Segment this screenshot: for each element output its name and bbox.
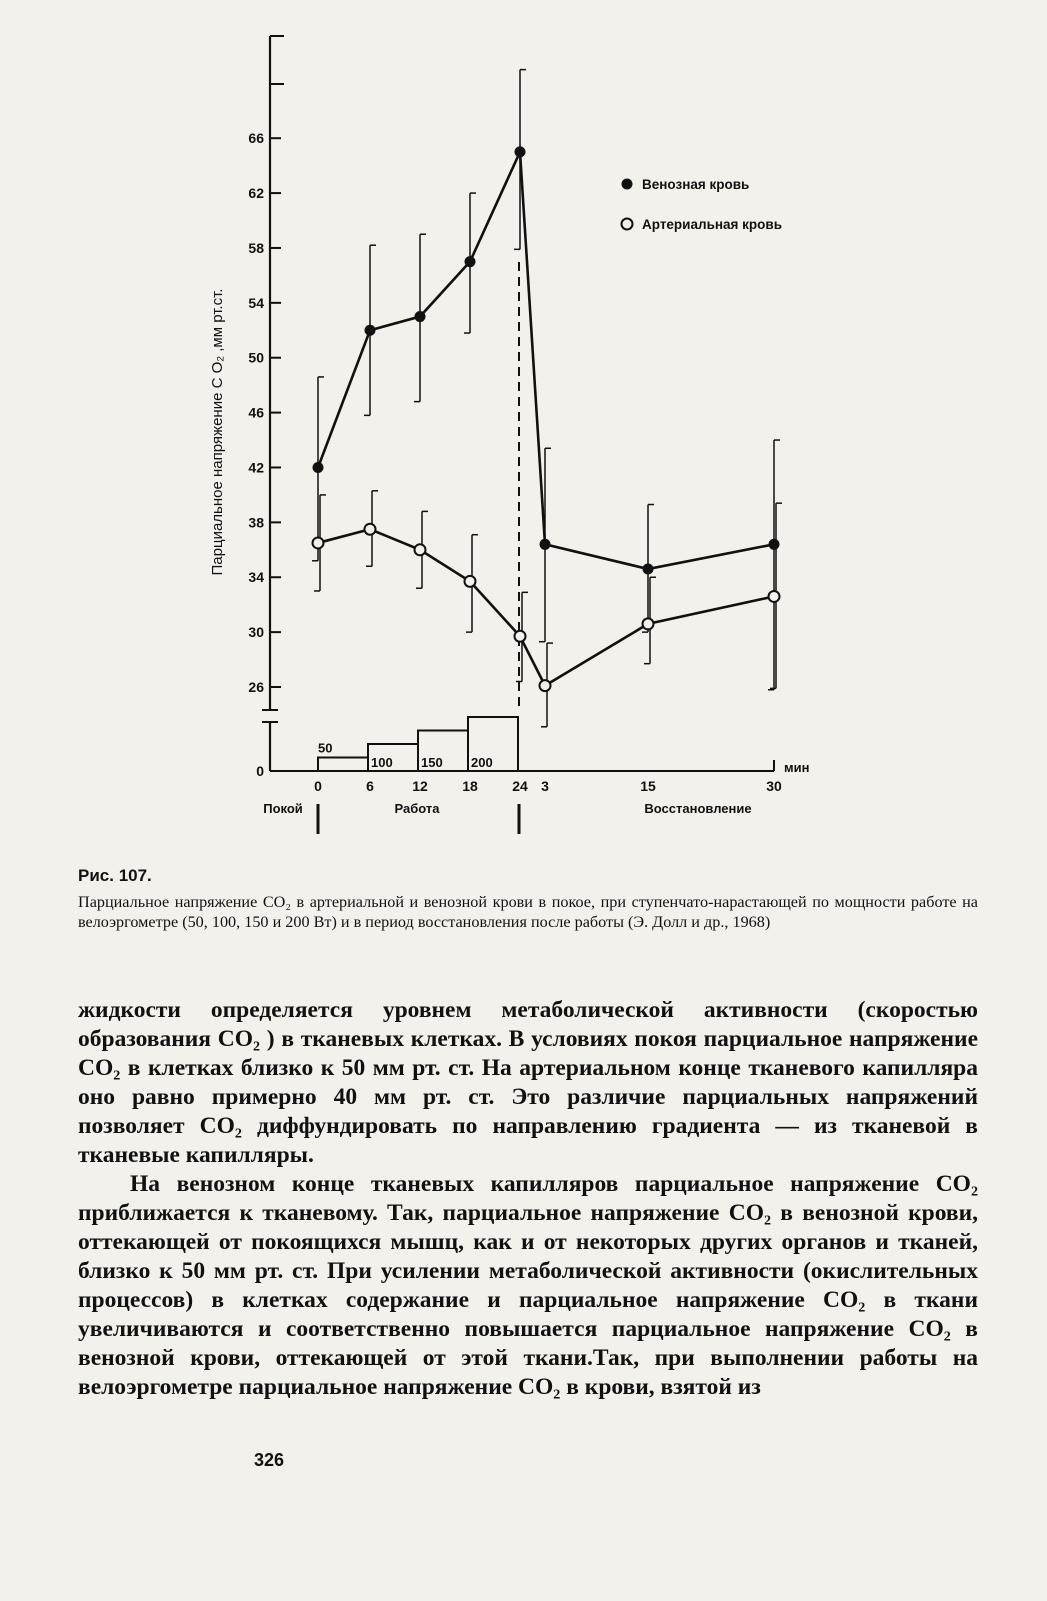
- phase-label: Восстановление: [644, 801, 752, 816]
- point-venous: [769, 539, 780, 550]
- series-line: [318, 152, 774, 569]
- legend-label: Артериальная кровь: [642, 217, 783, 232]
- x-tick-label: 15: [640, 778, 656, 794]
- error-bars: [312, 70, 782, 727]
- load-step-label: 100: [371, 755, 393, 770]
- point-venous: [540, 539, 551, 550]
- paragraph-1: жидкости определяется уровнем метаболической активности (скоростью образования CO₂ ) в тканевых клетках. В условиях покоя парциальное напряжение CO₂ в клетках близко к 50 мм рт. ст. На артериальном конце тканевого капилляра оно равно примерно 40 мм рт. ст. Это различие парциальных напряжений позволяет CO₂ диффундировать по направлению градиента — из тканевой в тканевые капилляры.: [78, 997, 978, 1168]
- point-venous: [313, 462, 324, 473]
- legend-label: Венозная кровь: [642, 177, 750, 192]
- y-tick-label: 0: [256, 763, 264, 779]
- point-arterial: [643, 618, 654, 629]
- load-step-bar: [318, 758, 368, 772]
- point-venous: [365, 325, 376, 336]
- load-step-label: 50: [318, 740, 333, 756]
- point-arterial: [465, 576, 476, 587]
- y-tick-label: 38: [248, 514, 264, 531]
- y-tick-label: 62: [248, 185, 264, 202]
- point-arterial: [540, 680, 551, 691]
- y-axis-ticks: [248, 130, 281, 779]
- page-number: 326: [254, 1450, 285, 1470]
- point-venous: [643, 564, 654, 575]
- y-axis-label: Парциальное напряжение С О₂ ,мм рт.ст.: [209, 288, 226, 576]
- load-step-label: 200: [471, 755, 493, 770]
- y-tick-label: 30: [248, 624, 264, 641]
- point-arterial: [769, 591, 780, 602]
- x-tick-label: 24: [512, 778, 528, 794]
- phase-labels: [263, 801, 751, 834]
- legend-marker-venous: [622, 179, 633, 190]
- body-text: [78, 996, 978, 1402]
- x-axis-unit: мин: [784, 760, 810, 775]
- x-tick-label: 6: [366, 778, 374, 794]
- y-tick-label: 46: [248, 404, 264, 421]
- point-venous: [515, 146, 526, 157]
- legend: [622, 177, 783, 232]
- x-tick-label: 0: [314, 778, 322, 794]
- load-step-label: 150: [421, 755, 443, 770]
- x-axis-ticks: [314, 778, 782, 794]
- y-tick-label: 42: [248, 459, 264, 476]
- paragraph-2: На венозном конце тканевых капилляров парциальное напряжение CO₂ приближается к тканевому. Так, парциальное напряжение CO₂ в венозной крови, оттекающей от покоящихся мышц, как и от некоторых других органов и тканей, близко к 50 мм рт. ст. При усилении метаболической активности (окислительных процессов) в клетках содержание и парциальное напряжение CO₂ в ткани увеличиваются и соответственно повышается парциальное напряжение CO₂ в венозной крови, оттекающей от этой ткани.Так, при выполнении работы на велоэргометре парциальное напряжение CO₂ в крови, взятой из: [78, 1171, 978, 1400]
- y-tick-label: 58: [248, 239, 264, 256]
- point-arterial: [365, 524, 376, 535]
- point-arterial: [313, 537, 324, 548]
- x-tick-label: 18: [462, 778, 478, 794]
- x-tick-label: 12: [412, 778, 428, 794]
- load-steps: [318, 717, 518, 771]
- y-tick-label: 50: [248, 349, 264, 366]
- y-tick-label: 54: [248, 294, 264, 311]
- x-tick-label: 30: [766, 778, 782, 794]
- point-venous: [465, 256, 476, 267]
- figure-caption-text: Парциальное напряжение CO₂ в артериальной и венозной крови в покое, при ступенчато-нарастающей по мощности работе на велоэргометре (50, 100, 150 и 200 Вт) и в период восстановления после работы (Э. Долл и др., 1968): [78, 893, 978, 931]
- point-arterial: [515, 631, 526, 642]
- phase-label: Покой: [263, 801, 303, 816]
- x-tick-label: 3: [541, 778, 549, 794]
- series-line: [318, 529, 774, 685]
- point-venous: [415, 311, 426, 322]
- y-tick-label: 34: [248, 569, 264, 586]
- y-tick-label: 26: [248, 679, 264, 695]
- point-arterial: [415, 544, 426, 555]
- figure-caption-title: Рис. 107.: [78, 866, 152, 885]
- axes: [262, 36, 774, 771]
- y-tick-label: 66: [248, 130, 264, 147]
- legend-marker-arterial: [622, 219, 633, 230]
- phase-label: Работа: [394, 801, 440, 816]
